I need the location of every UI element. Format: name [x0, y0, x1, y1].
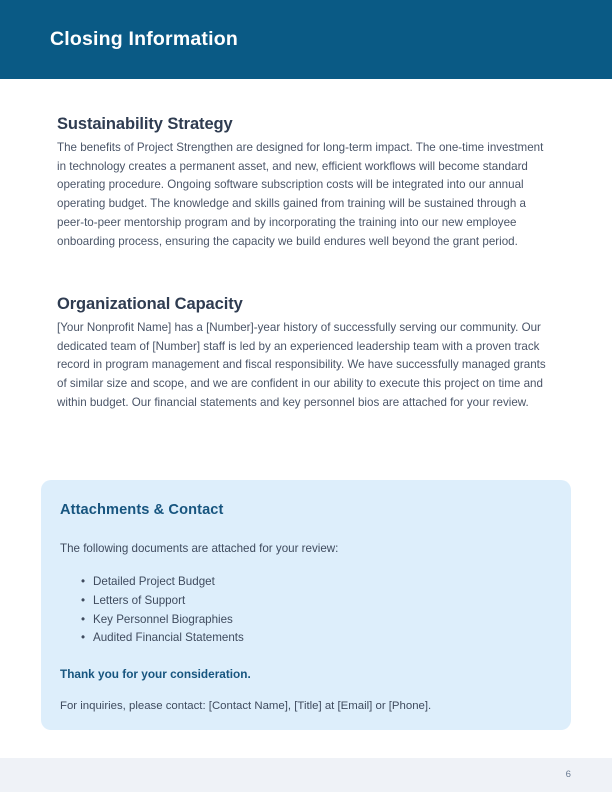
section-body: The benefits of Project Strengthen are designed for long-term impact. The one-time investment in technology creates a permanent asset, and new, efficient workflows will become standard operating procedure. Ongoing software subscription costs will be integrated into our annual operating budget. The knowledge and skills gained from training will be sustained through a peer-to-peer mentorship program and by incorporating the training into our new employee onboarding process, ensuring the capacity we build endures well beyond the grant period. [57, 141, 544, 248]
section-body: [Your Nonprofit Name] has a [Number]-year history of successfully serving our community. Our dedicated team of [Number] staff is led by an experienced leadership team with a proven track record in program management and fiscal responsibility. We have successfully managed grants of similar size and scope, and we are confident in our ability to execute this project on time and within budget. Our financial statements and key personnel bios are attached for your review. [57, 321, 546, 409]
attachments-contact-card [41, 480, 571, 730]
section-heading: Organizational Capacity [57, 295, 243, 313]
card-heading: Attachments & Contact [60, 502, 224, 518]
section-heading: Sustainability Strategy [57, 115, 233, 133]
page-title: Closing Information [50, 28, 238, 50]
list-item: • Audited Financial Statements [93, 629, 551, 648]
card-intro-text: The following documents are attached for your review: [60, 542, 339, 555]
thank-you-text: Thank you for your consideration. [60, 667, 251, 682]
list-item: • Letters of Support [93, 592, 551, 611]
page-footer [0, 758, 612, 792]
list-item: • Key Personnel Biographies [93, 611, 551, 630]
attachments-list [60, 573, 551, 648]
section-organizational-capacity [57, 295, 551, 413]
list-item: • Detailed Project Budget [93, 573, 551, 592]
contact-text: For inquiries, please contact: [Contact Name], [Title] at [Email] or [Phone]. [60, 700, 432, 713]
page-number: 6 [565, 769, 571, 780]
section-sustainability-strategy [57, 115, 551, 251]
page-header [0, 0, 612, 79]
